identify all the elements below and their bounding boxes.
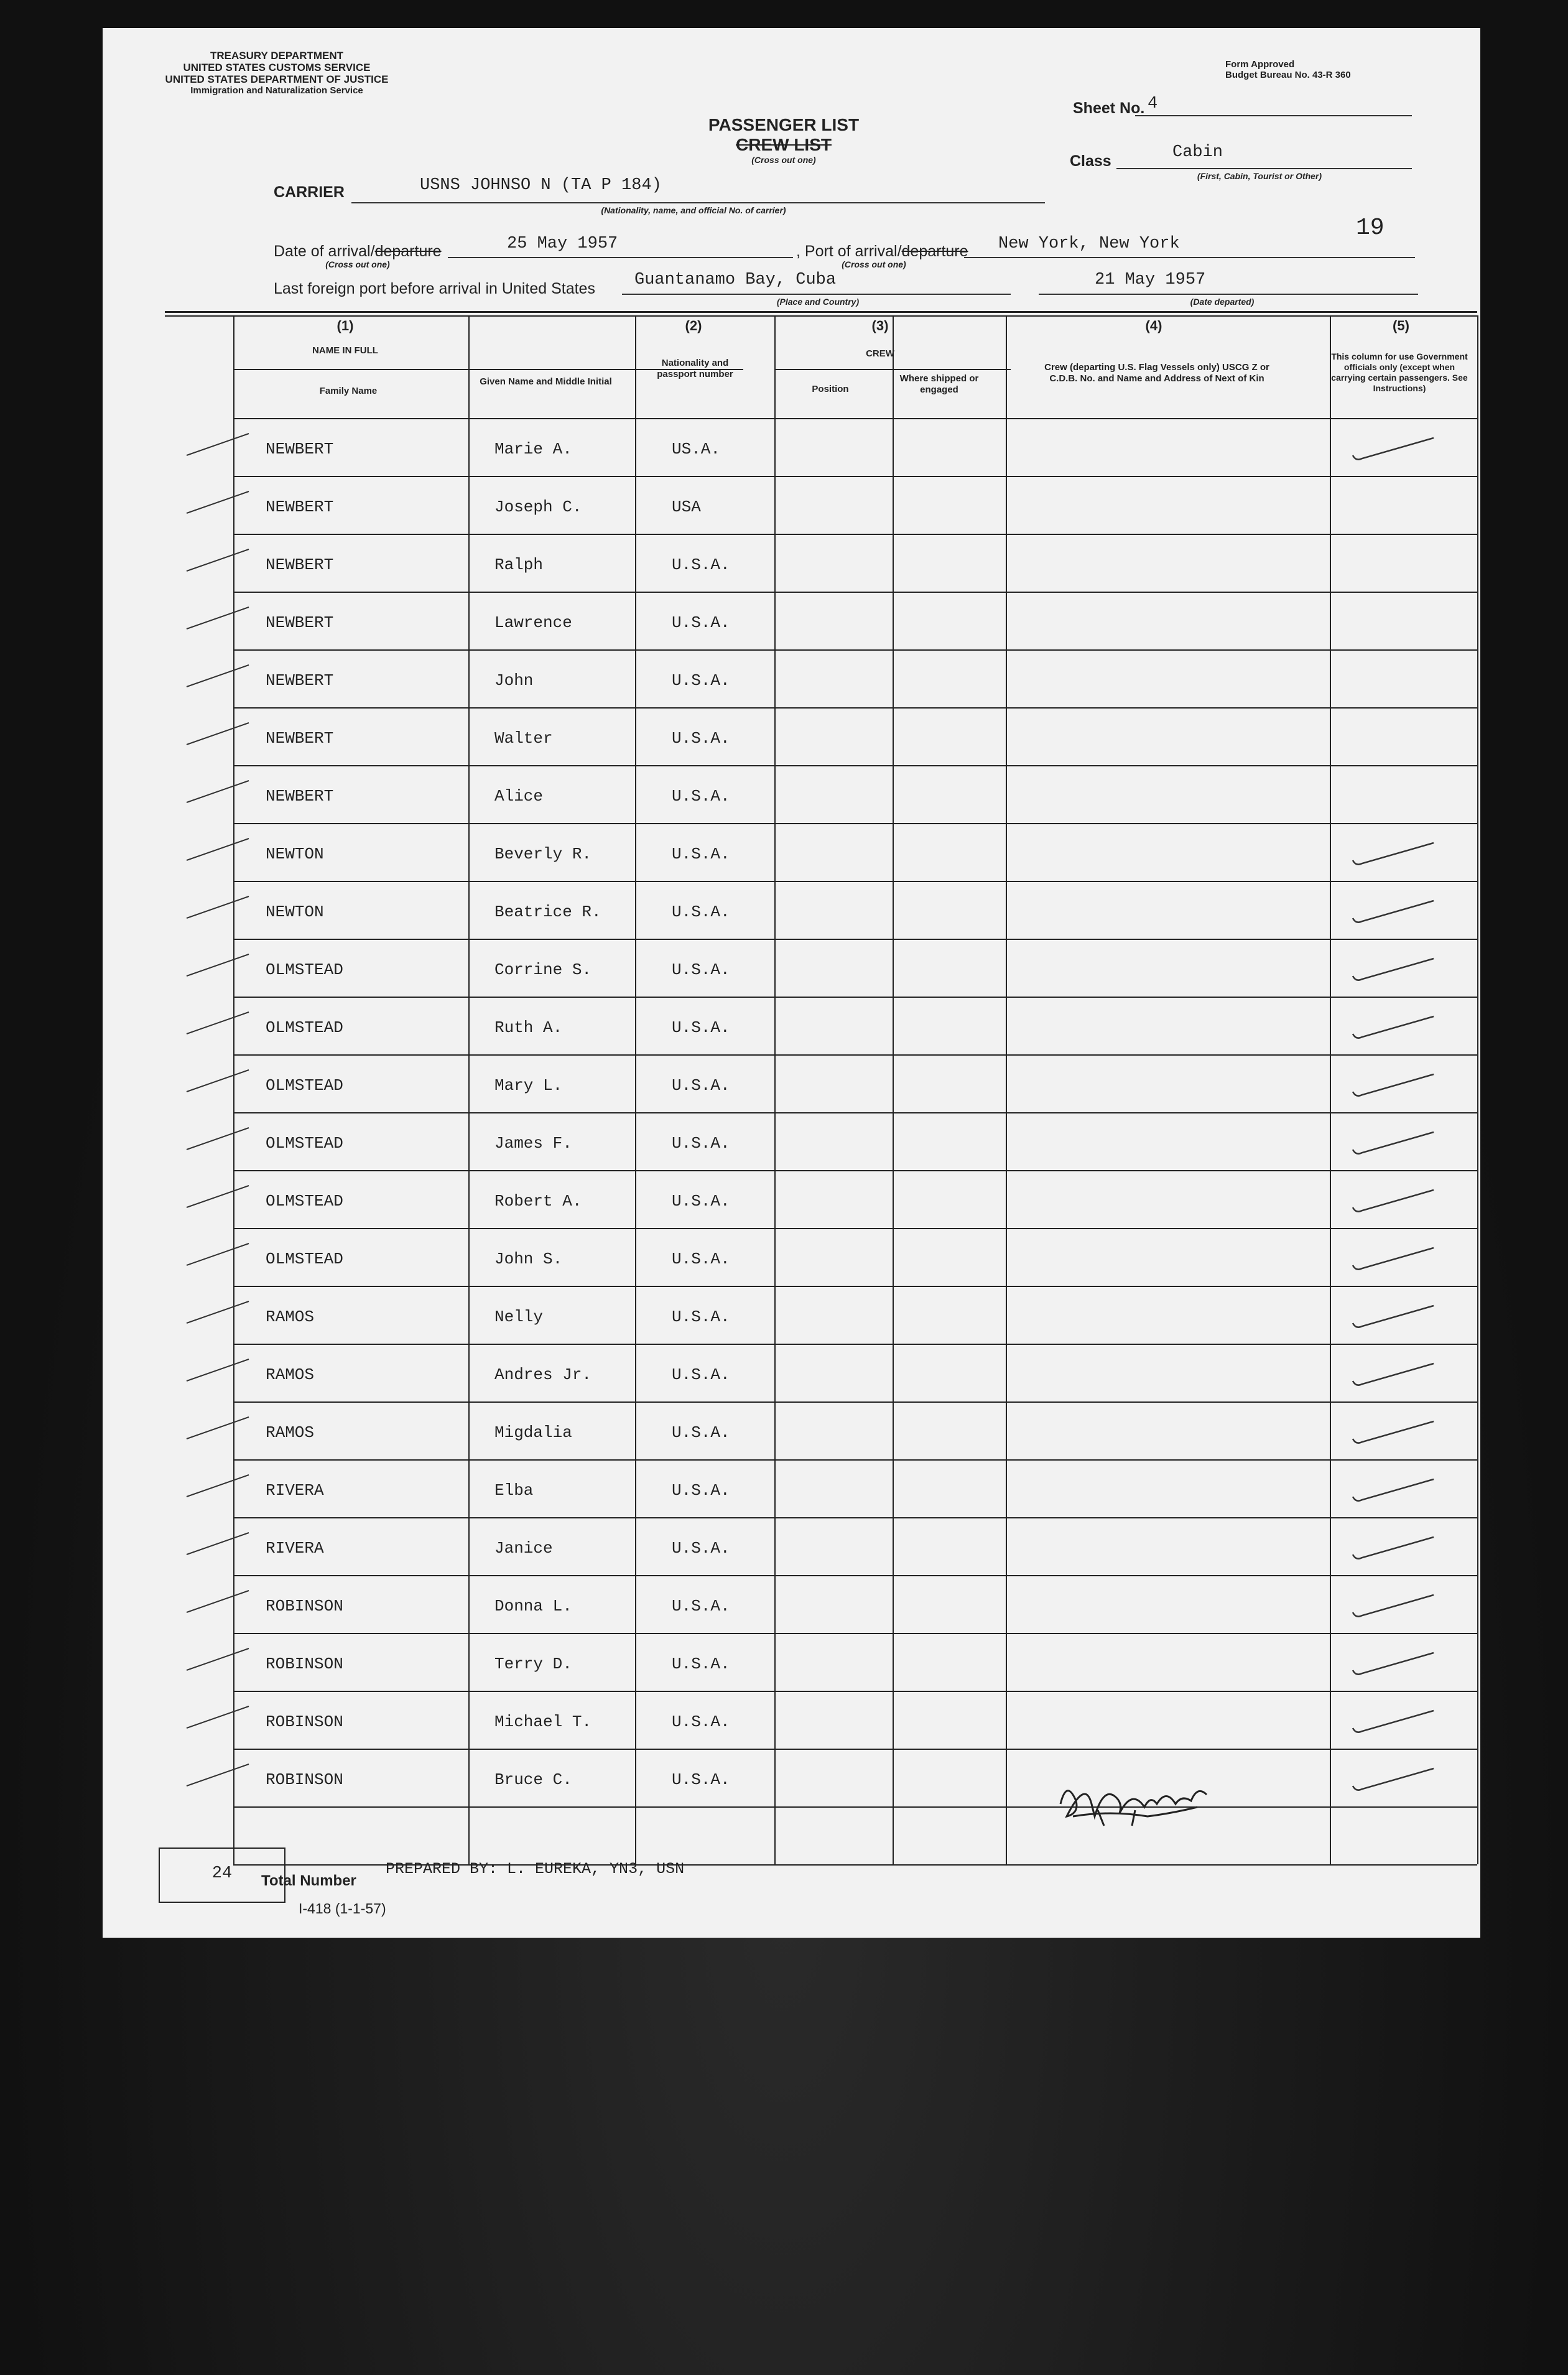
col3-number: (3) xyxy=(871,318,889,333)
cell-given: Donna L. xyxy=(494,1597,572,1615)
cell-given: Robert A. xyxy=(494,1192,582,1211)
official-check-mark xyxy=(1347,1645,1446,1683)
cell-family: OLMSTEAD xyxy=(266,1018,343,1037)
cell-given: Joseph C. xyxy=(494,498,582,516)
cell-family: OLMSTEAD xyxy=(266,1134,343,1153)
row-rule xyxy=(233,707,1477,709)
port-value: New York, New York xyxy=(998,235,1180,253)
cell-family: NEWTON xyxy=(266,845,324,863)
check-mark xyxy=(183,1758,258,1801)
cell-given: Beatrice R. xyxy=(494,903,601,921)
check-mark xyxy=(183,948,258,992)
port-label-departure-struck: departure xyxy=(901,243,968,260)
cell-given: Bruce C. xyxy=(494,1770,572,1789)
check-mark xyxy=(183,659,258,702)
row-rule xyxy=(233,1749,1477,1750)
cell-given: Michael T. xyxy=(494,1713,592,1731)
sheet-value: 4 xyxy=(1148,95,1158,113)
official-check-mark xyxy=(1347,1298,1446,1336)
col2-number: (2) xyxy=(685,318,702,333)
passenger-list-document xyxy=(103,28,1480,1938)
cell-nat: U.S.A. xyxy=(672,1597,730,1615)
row-rule xyxy=(233,1286,1477,1287)
row-rule xyxy=(233,1517,1477,1518)
last-port-label: Last foreign port before arrival in United States xyxy=(274,280,595,297)
row-rule xyxy=(233,592,1477,593)
row-rule xyxy=(233,1633,1477,1634)
check-mark xyxy=(183,832,258,876)
cell-nat: U.S.A. xyxy=(672,1076,730,1095)
col1b-given-name: Given Name and Middle Initial xyxy=(480,376,612,387)
official-check-mark xyxy=(1347,1414,1446,1451)
official-check-mark xyxy=(1347,1587,1446,1625)
column-rule xyxy=(1006,315,1007,1864)
table-top-rule-2 xyxy=(165,315,1477,317)
cell-given: Corrine S. xyxy=(494,960,592,979)
official-check-mark xyxy=(1347,1067,1446,1104)
cell-nat: U.S.A. xyxy=(672,1770,730,1789)
sheet-underline xyxy=(1135,115,1412,116)
check-mark xyxy=(183,427,258,471)
col3a-position: Position xyxy=(812,384,849,394)
column-rule xyxy=(1477,315,1478,1864)
cell-family: NEWBERT xyxy=(266,498,334,516)
row-rule xyxy=(233,1691,1477,1692)
cell-nat: U.S.A. xyxy=(672,555,730,574)
cell-nat: U.S.A. xyxy=(672,845,730,863)
row-rule xyxy=(233,1575,1477,1576)
class-caption: (First, Cabin, Tourist or Other) xyxy=(1197,171,1322,181)
row-rule xyxy=(233,1228,1477,1229)
cell-nat: USA xyxy=(672,498,701,516)
row-rule xyxy=(233,649,1477,651)
check-mark xyxy=(183,774,258,818)
cell-family: ROBINSON xyxy=(266,1655,343,1673)
date-departed-underline xyxy=(1039,294,1418,295)
row-rule xyxy=(233,939,1477,940)
column-rule xyxy=(1330,315,1331,1864)
cell-nat: U.S.A. xyxy=(672,671,730,690)
official-signature xyxy=(1048,1767,1253,1835)
class-underline xyxy=(1116,168,1412,169)
row-rule xyxy=(233,997,1477,998)
check-mark xyxy=(183,1411,258,1454)
date-label-arrival: Date of arrival/ xyxy=(274,243,375,260)
official-check-mark xyxy=(1347,1356,1446,1393)
cell-given: Andres Jr. xyxy=(494,1365,592,1384)
form-number: I-418 (1-1-57) xyxy=(299,1900,386,1917)
date-label xyxy=(274,243,442,261)
total-number-label: Total Number xyxy=(261,1872,356,1889)
row-rule xyxy=(233,1170,1477,1171)
cell-nat: U.S.A. xyxy=(672,787,730,806)
last-port-caption: (Place and Country) xyxy=(776,297,860,307)
cell-given: James F. xyxy=(494,1134,572,1153)
cell-nat: U.S.A. xyxy=(672,1250,730,1268)
cell-family: NEWBERT xyxy=(266,671,334,690)
col3-title: CREW xyxy=(866,348,894,359)
check-mark xyxy=(183,1237,258,1281)
date-label-departure-struck: departure xyxy=(374,243,442,260)
cell-nat: US.A. xyxy=(672,440,721,458)
col1-title: NAME IN FULL xyxy=(312,345,378,356)
check-mark xyxy=(183,543,258,587)
check-mark xyxy=(183,1353,258,1397)
col1a-family-name: Family Name xyxy=(319,386,378,396)
form-approved-text: Form Approved xyxy=(1225,59,1295,70)
check-mark xyxy=(183,1295,258,1339)
cell-family: OLMSTEAD xyxy=(266,1076,343,1095)
check-mark xyxy=(183,1122,258,1165)
cell-family: RAMOS xyxy=(266,1423,315,1442)
check-mark xyxy=(183,1642,258,1686)
row-rule xyxy=(233,1112,1477,1113)
dept-line: TREASURY DEPARTMENT xyxy=(210,50,344,62)
column-rule xyxy=(774,315,776,1864)
row-rule xyxy=(233,476,1477,477)
cell-given: Lawrence xyxy=(494,613,572,632)
port-caption: (Cross out one) xyxy=(842,259,906,269)
column-rule xyxy=(468,315,470,1864)
cell-nat: U.S.A. xyxy=(672,1192,730,1211)
cell-family: ROBINSON xyxy=(266,1597,343,1615)
carrier-underline xyxy=(351,202,1045,203)
cell-family: RIVERA xyxy=(266,1481,324,1500)
cell-nat: U.S.A. xyxy=(672,903,730,921)
table-top-rule xyxy=(165,311,1477,313)
date-departed-caption: (Date departed) xyxy=(1190,297,1255,307)
check-mark xyxy=(183,717,258,760)
cell-nat: U.S.A. xyxy=(672,1539,730,1558)
list-title xyxy=(681,115,886,165)
column-rule xyxy=(893,315,894,1864)
official-check-mark xyxy=(1347,893,1446,931)
cell-family: RAMOS xyxy=(266,1308,315,1326)
cell-family: ROBINSON xyxy=(266,1713,343,1731)
col5-official-use: This column for use Government officials only (except when carrying certain passengers. See Instructions) xyxy=(1331,351,1468,393)
check-mark xyxy=(183,1064,258,1107)
cell-given: John S. xyxy=(494,1250,563,1268)
total-number-value: 24 xyxy=(211,1864,233,1883)
official-check-mark xyxy=(1347,430,1446,468)
check-mark xyxy=(183,1700,258,1744)
cell-nat: U.S.A. xyxy=(672,1134,730,1153)
col5-number: (5) xyxy=(1393,318,1409,333)
cell-nat: U.S.A. xyxy=(672,1308,730,1326)
cell-given: Elba xyxy=(494,1481,534,1500)
cell-family: OLMSTEAD xyxy=(266,1192,343,1211)
cell-family: NEWBERT xyxy=(266,729,334,748)
row-rule xyxy=(233,1344,1477,1345)
check-mark xyxy=(183,890,258,934)
cell-family: RAMOS xyxy=(266,1365,315,1384)
official-check-mark xyxy=(1347,835,1446,873)
cell-family: NEWBERT xyxy=(266,787,334,806)
cell-nat: U.S.A. xyxy=(672,1655,730,1673)
check-mark xyxy=(183,1006,258,1049)
official-check-mark xyxy=(1347,1240,1446,1278)
page-number: 19 xyxy=(1356,215,1385,241)
cell-family: ROBINSON xyxy=(266,1770,343,1789)
form-approval xyxy=(1225,59,1351,80)
check-mark xyxy=(183,1179,258,1223)
check-mark xyxy=(183,1584,258,1628)
cell-nat: U.S.A. xyxy=(672,1423,730,1442)
cell-given: Beverly R. xyxy=(494,845,592,863)
check-mark xyxy=(183,601,258,644)
dept-line: UNITED STATES CUSTOMS SERVICE xyxy=(183,62,371,73)
cell-family: OLMSTEAD xyxy=(266,1250,343,1268)
check-mark xyxy=(183,485,258,529)
official-check-mark xyxy=(1347,1530,1446,1567)
row-rule xyxy=(233,534,1477,535)
row-rule xyxy=(233,881,1477,882)
row-rule xyxy=(233,1806,1477,1808)
col4-number: (4) xyxy=(1145,318,1162,333)
cell-family: NEWBERT xyxy=(266,613,334,632)
official-check-mark xyxy=(1347,1761,1446,1798)
title-crew-struck: CREW LIST xyxy=(736,135,832,154)
check-mark xyxy=(183,1527,258,1570)
cell-family: OLMSTEAD xyxy=(266,960,343,979)
official-check-mark xyxy=(1347,951,1446,988)
col4-crew-next-of-kin: Crew (departing U.S. Flag Vessels only) USCG Z or C.D.B. No. and Name and Address of Next of Kin xyxy=(1044,362,1269,384)
carrier-caption: (Nationality, name, and official No. of carrier) xyxy=(601,205,786,215)
cell-given: Terry D. xyxy=(494,1655,572,1673)
title-caption: (Cross out one) xyxy=(751,155,816,165)
cell-given: Ralph xyxy=(494,555,544,574)
column-rule xyxy=(635,315,636,1864)
class-value: Cabin xyxy=(1172,143,1223,162)
dept-line: UNITED STATES DEPARTMENT OF JUSTICE xyxy=(165,73,389,85)
row-rule xyxy=(233,1459,1477,1461)
official-check-mark xyxy=(1347,1472,1446,1509)
arrival-date-value: 25 May 1957 xyxy=(507,235,618,253)
official-check-mark xyxy=(1347,1183,1446,1220)
class-label: Class xyxy=(1070,152,1111,170)
header-bottom-rule xyxy=(233,418,1477,419)
cell-given: Migdalia xyxy=(494,1423,572,1442)
last-port-value: Guantanamo Bay, Cuba xyxy=(634,271,837,289)
cell-family: RIVERA xyxy=(266,1539,324,1558)
port-underline xyxy=(964,257,1415,258)
port-label: , Port of arrival/departure xyxy=(796,243,968,260)
check-mark xyxy=(183,1469,258,1512)
row-rule xyxy=(233,1054,1477,1056)
col3b-where-shipped: Where shipped or engaged xyxy=(899,373,979,395)
official-check-mark xyxy=(1347,1703,1446,1741)
cell-given: Nelly xyxy=(494,1308,544,1326)
date-caption: (Cross out one) xyxy=(325,259,390,269)
budget-bureau-text: Budget Bureau No. 43-R 360 xyxy=(1225,70,1351,80)
cell-nat: U.S.A. xyxy=(672,729,730,748)
cell-given: Alice xyxy=(494,787,544,806)
prepared-by: PREPARED BY: L. EUREKA, YN3, USN xyxy=(386,1860,685,1878)
cell-nat: U.S.A. xyxy=(672,1365,730,1384)
title-passenger: PASSENGER LIST xyxy=(708,115,860,134)
row-rule xyxy=(233,823,1477,824)
cell-family: NEWTON xyxy=(266,903,324,921)
date-underline xyxy=(448,257,793,258)
cell-given: Janice xyxy=(494,1539,553,1558)
carrier-label: CARRIER xyxy=(274,184,345,201)
port-label-arrival: Port of arrival/ xyxy=(804,243,902,260)
cell-nat: U.S.A. xyxy=(672,1481,730,1500)
date-departed-value: 21 May 1957 xyxy=(1095,271,1206,289)
carrier-value: USNS JOHNSO N (TA P 184) xyxy=(420,176,662,195)
cell-given: Mary L. xyxy=(494,1076,563,1095)
col1-number: (1) xyxy=(336,318,354,333)
last-port-underline xyxy=(622,294,1011,295)
row-rule xyxy=(233,1401,1477,1403)
cell-family: NEWBERT xyxy=(266,440,334,458)
col2-nationality: Nationality and passport number xyxy=(657,358,733,379)
sheet-label: Sheet No. xyxy=(1073,100,1145,117)
cell-given: John xyxy=(494,671,534,690)
row-rule xyxy=(233,765,1477,766)
department-header xyxy=(165,50,389,96)
cell-family: NEWBERT xyxy=(266,555,334,574)
cell-given: Marie A. xyxy=(494,440,572,458)
header-rule xyxy=(233,369,743,370)
cell-nat: U.S.A. xyxy=(672,1713,730,1731)
official-check-mark xyxy=(1347,1125,1446,1162)
cell-nat: U.S.A. xyxy=(672,613,730,632)
cell-nat: U.S.A. xyxy=(672,960,730,979)
cell-nat: U.S.A. xyxy=(672,1018,730,1037)
cell-given: Ruth A. xyxy=(494,1018,563,1037)
dept-line: Immigration and Naturalization Service xyxy=(190,85,363,96)
official-check-mark xyxy=(1347,1009,1446,1046)
cell-given: Walter xyxy=(494,729,553,748)
